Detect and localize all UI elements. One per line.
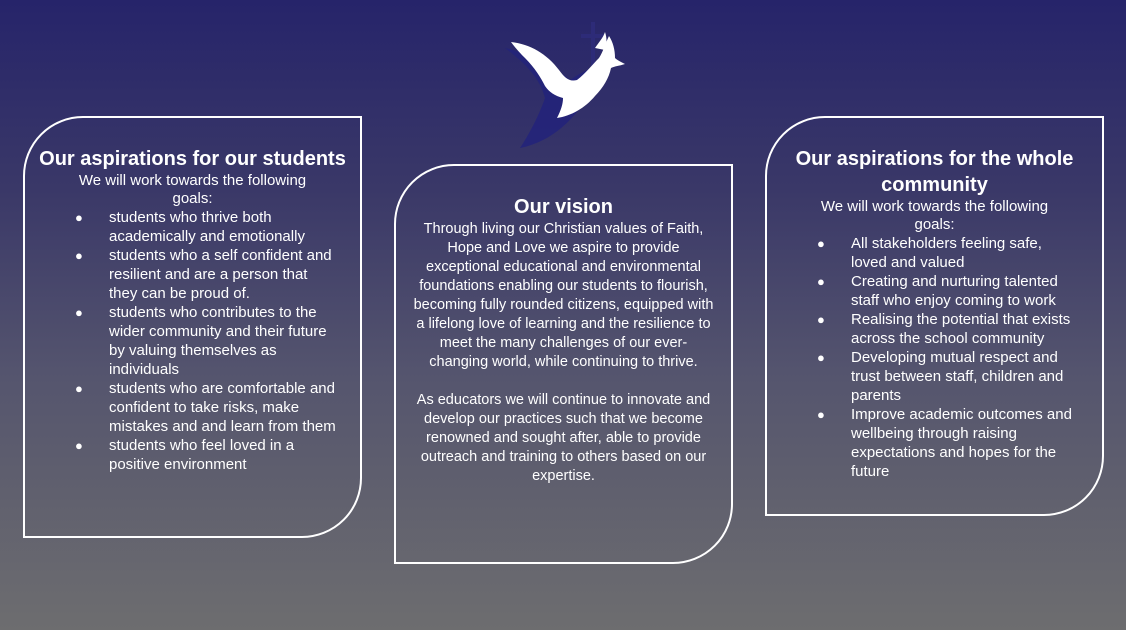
list-item: ● students who contributes to the wider community and their future by valuing themselves as individuals bbox=[75, 304, 327, 378]
dove-cross-icon bbox=[485, 18, 635, 153]
list-item: ● students who are comfortable and confident to take risks, make mistakes and and learn from them bbox=[75, 380, 336, 435]
bullet: ● bbox=[817, 274, 825, 289]
community-title: Our aspirations for the whole community bbox=[795, 148, 1074, 196]
bullet: ● bbox=[817, 407, 825, 422]
students-goals-list bbox=[37, 208, 348, 474]
list-item: ● Creating and nurturing talented staff who enjoy coming to work bbox=[817, 273, 1058, 309]
students-aspirations-card bbox=[23, 116, 362, 538]
bullet: ● bbox=[817, 350, 825, 365]
list-item: ● students who a self confident and resilient and are a person that they can be proud of. bbox=[75, 247, 332, 302]
bullet: ● bbox=[75, 381, 83, 396]
bullet: ● bbox=[75, 305, 83, 320]
students-title: Our aspirations for our students bbox=[39, 148, 346, 170]
bullet: ● bbox=[817, 236, 825, 251]
vision-title: Our vision bbox=[514, 196, 613, 218]
bullet: ● bbox=[75, 438, 83, 453]
bullet: ● bbox=[75, 248, 83, 263]
bullet: ● bbox=[75, 210, 83, 225]
vision-paragraph-1: Through living our Christian values of Faith, Hope and Love we aspire to provide exceptional educational and environmental foundations enabling our students to flourish, becoming fully rounded citizens, equipped with a lifelong love of learning and the resilience to meet the many challenges of our ever-changing world, while continuing to thrive. bbox=[413, 221, 714, 370]
list-item: ● students who thrive both academically and emotionally bbox=[75, 209, 305, 245]
bullet: ● bbox=[817, 312, 825, 327]
list-item: ● Developing mutual respect and trust between staff, children and parents bbox=[817, 349, 1064, 404]
list-item: ● Realising the potential that exists across the school community bbox=[817, 311, 1071, 347]
vision-card bbox=[394, 164, 733, 564]
community-goals-list bbox=[779, 234, 1090, 481]
list-item: ● All stakeholders feeling safe, loved and valued bbox=[817, 235, 1042, 271]
students-intro: We will work towards the following goals: bbox=[78, 172, 307, 207]
vision-paragraph-2: As educators we will continue to innovate and develop our practices such that we become renowned and sought after, able to provide outreach and training to others based on our expertise. bbox=[416, 392, 711, 484]
list-item: ● Improve academic outcomes and wellbeing through raising expectations and hopes for the future bbox=[817, 406, 1072, 480]
list-item: ● students who feel loved in a positive environment bbox=[75, 437, 295, 473]
community-intro: We will work towards the following goals: bbox=[820, 198, 1049, 233]
community-aspirations-card bbox=[765, 116, 1104, 516]
